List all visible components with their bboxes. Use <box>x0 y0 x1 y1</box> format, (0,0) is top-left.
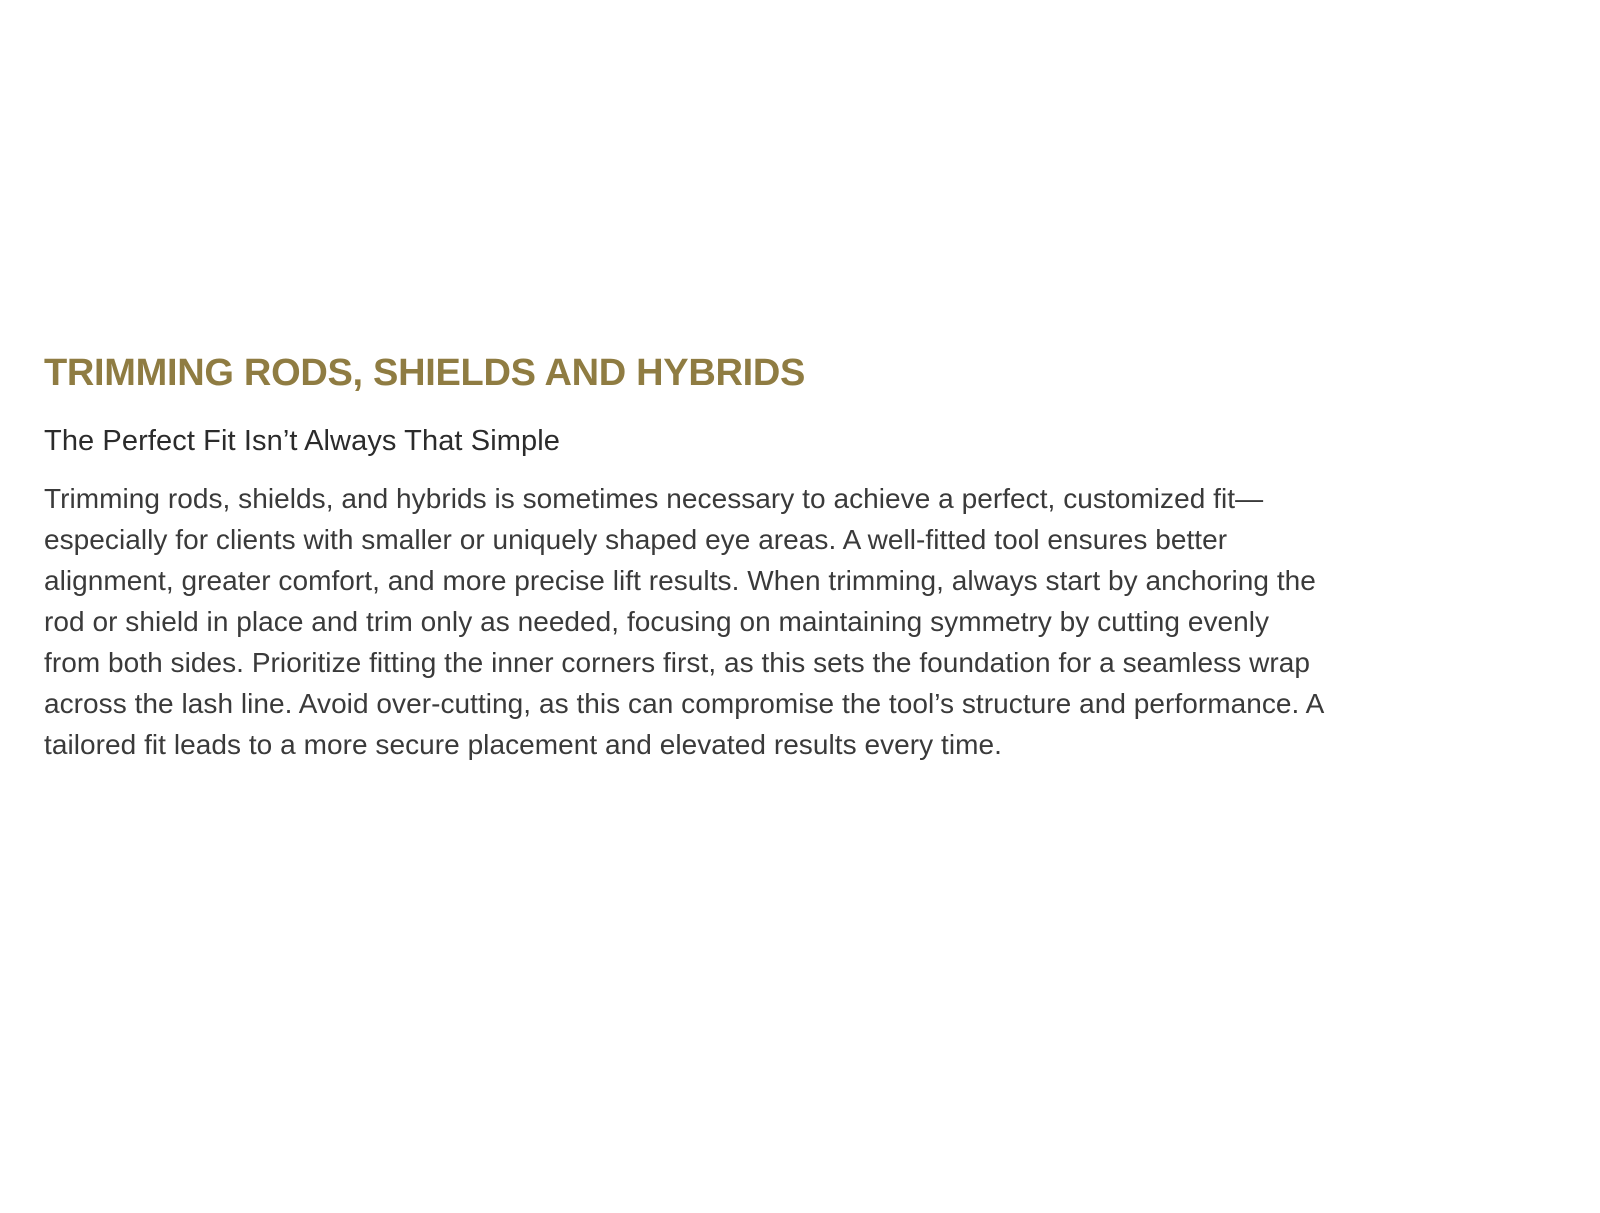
body-paragraph <box>44 478 1564 765</box>
body-line: especially for clients with smaller or uniquely shaped eye areas. A well-fitted tool ensures better <box>44 524 1228 556</box>
body-line: Trimming rods, shields, and hybrids is sometimes necessary to achieve a perfect, customized fit— <box>44 483 1264 515</box>
section-heading: TRIMMING RODS, SHIELDS AND HYBRIDS <box>44 352 806 394</box>
subheading: The Perfect Fit Isn’t Always That Simple <box>44 424 560 457</box>
body-line: alignment, greater comfort, and more precise lift results. When trimming, always start by anchoring the <box>44 565 1316 597</box>
content-block <box>44 352 1564 765</box>
body-line: rod or shield in place and trim only as needed, focusing on maintaining symmetry by cutting evenly <box>44 606 1270 638</box>
body-line: tailored fit leads to a more secure placement and elevated results every time. <box>44 729 1002 761</box>
body-line: from both sides. Prioritize fitting the inner corners first, as this sets the foundation for a seamless wrap <box>44 647 1310 679</box>
body-line: across the lash line. Avoid over-cutting, as this can compromise the tool’s structure and performance. A <box>44 688 1325 720</box>
